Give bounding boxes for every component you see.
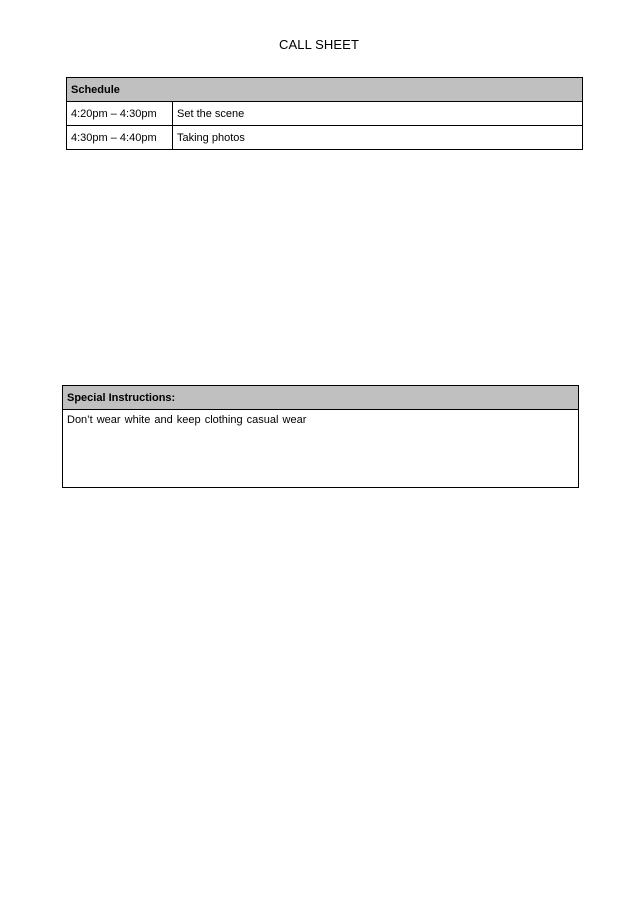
special-instructions-header: Special Instructions: [63,386,579,410]
special-instructions-body-row [63,410,579,488]
schedule-time-cell: 4:30pm – 4:40pm [67,126,173,150]
schedule-header-row [67,78,583,102]
schedule-table [66,77,583,150]
special-instructions-header-row [63,386,579,410]
special-instructions-table [62,385,579,488]
schedule-activity-cell: Taking photos [173,126,583,150]
schedule-time-cell: 4:20pm – 4:30pm [67,102,173,126]
schedule-header: Schedule [67,78,583,102]
table-row [67,126,583,150]
special-instructions-text: Don’t wear white and keep clothing casual wear [63,410,579,488]
table-row [67,102,583,126]
schedule-activity-cell: Set the scene [173,102,583,126]
page-title: CALL SHEET [279,37,359,52]
